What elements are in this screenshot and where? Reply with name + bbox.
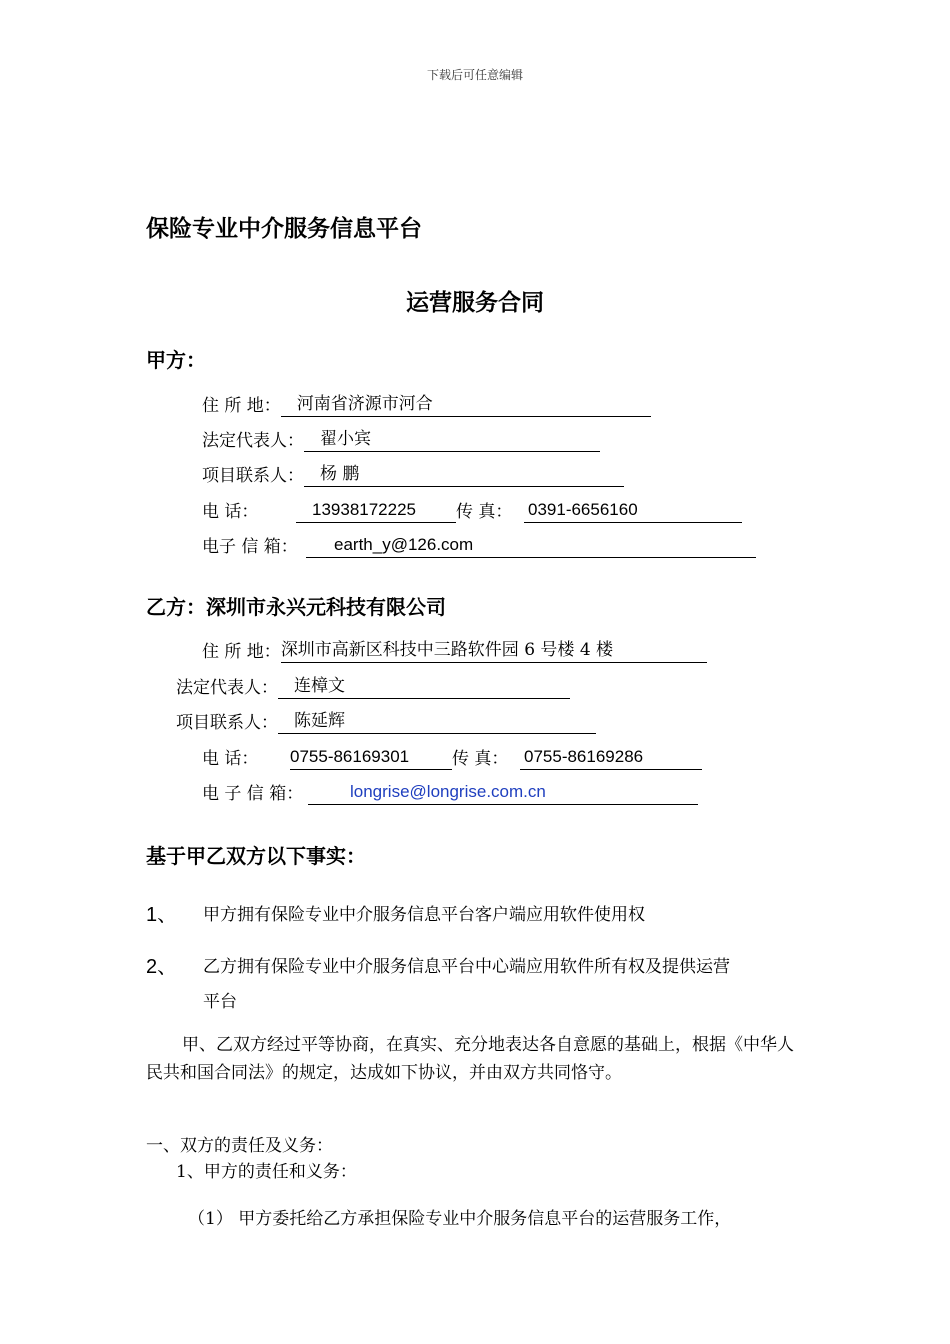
- party-a-contact-value: 杨 鹏: [320, 464, 360, 484]
- party-b-contact-row: [176, 709, 596, 737]
- party-b-address-value: 深圳市高新区科技中三路软件园 6 号楼 4 楼: [280, 640, 614, 660]
- party-a-rep-value: 翟小宾: [320, 429, 371, 449]
- section-1-heading: 一、双方的责任及义务：: [146, 1136, 333, 1156]
- section-1-item-1: （1） 甲方委托给乙方承担保险专业中介服务信息平台的运营服务工作，: [188, 1209, 732, 1229]
- document-title: 保险专业中介服务信息平台: [146, 216, 422, 242]
- party-a-tel-value: 13938172225: [312, 500, 417, 519]
- party-a-fax-label: 传 真：: [456, 502, 513, 522]
- section-1-subheading: 1、甲方的责任和义务：: [176, 1162, 357, 1182]
- party-a-contact-field: [304, 462, 624, 487]
- party-a-address-row: [202, 392, 651, 420]
- fact-2-number: 2、: [146, 956, 178, 978]
- party-a-address-value: 河南省济源市河合: [296, 394, 433, 414]
- party-b-email-row: [202, 780, 698, 808]
- party-a-rep-label: 法定代表人：: [202, 431, 304, 451]
- facts-heading: 基于甲乙双方以下事实：: [146, 844, 366, 868]
- party-a-rep-row: [202, 427, 600, 455]
- document-subtitle: 运营服务合同: [406, 290, 544, 316]
- fact-2-text: 乙方拥有保险专业中介服务信息平台中心端应用软件所有权及提供运营: [203, 957, 730, 977]
- party-a-fax-value: 0391-6656160: [528, 500, 638, 519]
- party-a-contact-row: [202, 462, 624, 490]
- party-b-contact-value: 陈延辉: [294, 711, 345, 731]
- party-a-email-row: [202, 533, 756, 561]
- party-a-address-field: [281, 392, 651, 417]
- party-b-email-label: 电 子 信 箱：: [202, 784, 304, 804]
- party-a-email-field: [306, 533, 756, 558]
- party-a-fax-field: [524, 498, 742, 523]
- fact-2-text-cont: 平台: [203, 992, 237, 1012]
- party-b-heading: 乙方：深圳市永兴元科技有限公司: [146, 595, 446, 619]
- party-b-email-link[interactable]: longrise@longrise.com.cn: [350, 782, 546, 801]
- party-a-email-value: earth_y@126.com: [334, 535, 474, 554]
- party-b-tel-label: 电 话：: [202, 749, 259, 769]
- party-a-contact-label: 项目联系人：: [202, 466, 304, 486]
- party-a-tel-label: 电 话：: [202, 502, 259, 522]
- fact-1-number: 1、: [146, 904, 178, 926]
- party-b-rep-label: 法定代表人：: [176, 678, 278, 698]
- party-b-address-row: [202, 638, 707, 666]
- party-b-address-field: [281, 638, 707, 663]
- party-b-fax-value: 0755-86169286: [524, 747, 644, 766]
- party-b-tel-value: 0755-86169301: [290, 747, 410, 766]
- party-a-rep-field: [304, 427, 600, 452]
- party-b-rep-row: [176, 674, 570, 702]
- party-b-contact-field: [278, 709, 596, 734]
- party-a-heading: 甲方：: [146, 348, 206, 372]
- party-b-phone-row: [202, 745, 702, 773]
- fact-1-text: 甲方拥有保险专业中介服务信息平台客户端应用软件使用权: [203, 905, 645, 925]
- party-a-address-label: 住 所 地：: [202, 396, 281, 416]
- party-b-contact-label: 项目联系人：: [176, 713, 278, 733]
- party-b-email-field: [308, 780, 698, 805]
- party-b-fax-label: 传 真：: [452, 749, 509, 769]
- party-a-tel-field: [296, 498, 456, 523]
- agreement-paragraph: 甲、乙双方经过平等协商，在真实、充分地表达各自意愿的基础上，根据《中华人民共和国合同法》的规定，达成如下协议，并由双方共同恪守。: [146, 1035, 794, 1083]
- party-a-phone-row: [202, 498, 742, 526]
- party-b-address-label: 住 所 地：: [202, 642, 281, 662]
- party-b-rep-field: [278, 674, 570, 699]
- party-a-email-label: 电子 信 箱：: [202, 537, 298, 557]
- party-b-tel-field: [290, 745, 452, 770]
- party-b-fax-field: [520, 745, 702, 770]
- header-note: 下载后可任意编辑: [426, 68, 523, 82]
- party-b-rep-value: 连樟文: [294, 676, 345, 696]
